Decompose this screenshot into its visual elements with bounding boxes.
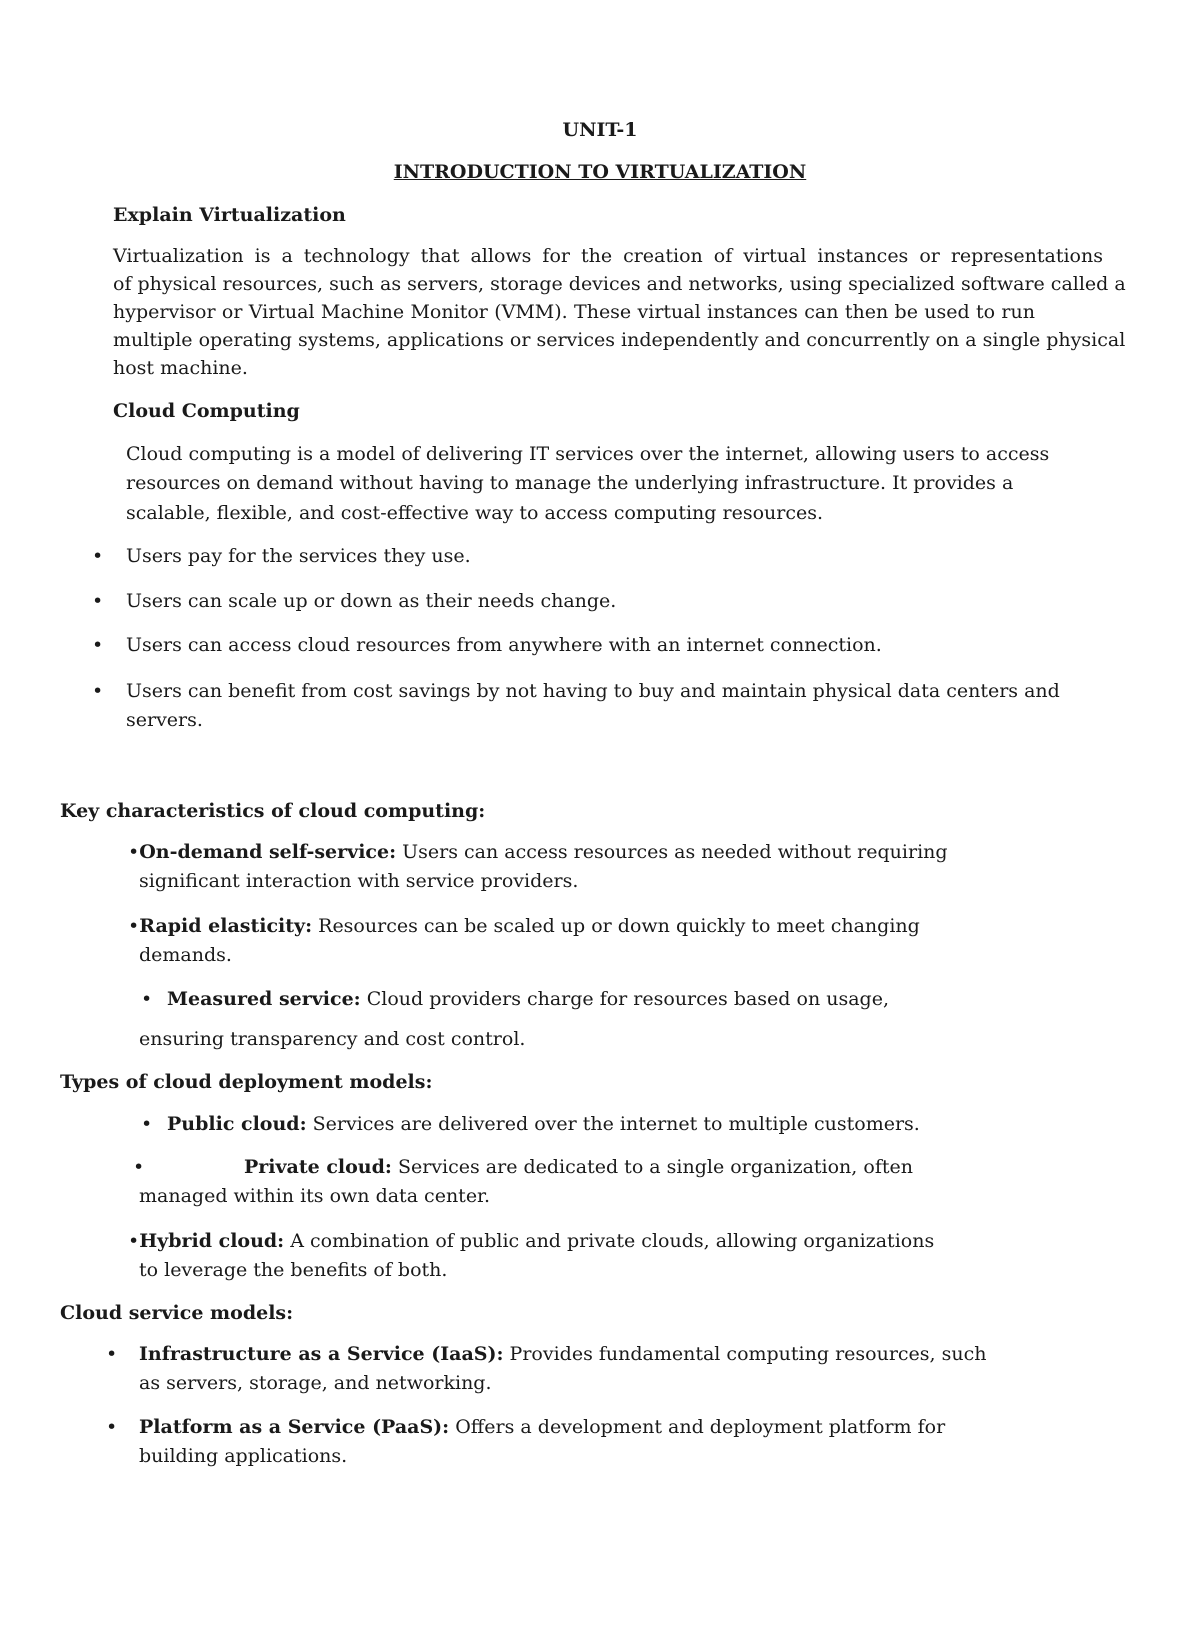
heading-key-characteristics: Key characteristics of cloud computing: bbox=[60, 800, 486, 822]
paragraph-line: Cloud computing is a model of delivering IT services over the internet, allowing users to access bbox=[126, 443, 1050, 465]
description: Provides fundamental computing resources, such bbox=[503, 1343, 987, 1365]
list-item: Users pay for the services they use. bbox=[126, 545, 471, 567]
list-item bbox=[128, 912, 920, 940]
description: A combination of public and private clouds, allowing organizations bbox=[284, 1230, 935, 1252]
list-item bbox=[139, 1340, 987, 1368]
list-item bbox=[128, 1227, 934, 1255]
bullet-icon: • bbox=[92, 634, 104, 656]
description: Users can access resources as needed without requiring bbox=[396, 841, 948, 863]
paragraph-line: host machine. bbox=[113, 357, 248, 379]
paragraph-line: Virtualization is a technology that allows for the creation of virtual instances or representations bbox=[113, 245, 1103, 267]
term: Public cloud: bbox=[167, 1113, 307, 1135]
paragraph-line: resources on demand without having to manage the underlying infrastructure. It provides a bbox=[126, 472, 1014, 494]
bullet-icon: • bbox=[141, 1113, 153, 1135]
list-item: Users can scale up or down as their needs change. bbox=[126, 590, 617, 612]
list-item: Users can benefit from cost savings by not having to buy and maintain physical data centers and bbox=[126, 680, 1060, 702]
description: Resources can be scaled up or down quickly to meet changing bbox=[312, 915, 920, 937]
paragraph-line: scalable, flexible, and cost-effective way to access computing resources. bbox=[126, 502, 823, 524]
heading-cloud-computing: Cloud Computing bbox=[113, 400, 300, 422]
bullet-icon: • bbox=[133, 1156, 145, 1178]
list-item bbox=[167, 1110, 920, 1138]
list-item bbox=[139, 1413, 945, 1441]
bullet-icon: • bbox=[106, 1416, 118, 1438]
list-item bbox=[244, 1153, 913, 1181]
term: On-demand self-service: bbox=[139, 841, 397, 863]
paragraph-line: multiple operating systems, applications or services independently and concurrently on a single physical bbox=[113, 329, 1126, 351]
list-item-continuation: demands. bbox=[139, 944, 232, 966]
description: Services are dedicated to a single organization, often bbox=[391, 1156, 913, 1178]
list-item-continuation: to leverage the benefits of both. bbox=[139, 1259, 448, 1281]
bullet-icon: • bbox=[92, 680, 104, 702]
description: Cloud providers charge for resources based on usage, bbox=[360, 988, 889, 1010]
page-title: INTRODUCTION TO VIRTUALIZATION bbox=[393, 161, 807, 183]
heading-deployment-models: Types of cloud deployment models: bbox=[60, 1071, 433, 1093]
heading-service-models: Cloud service models: bbox=[60, 1302, 294, 1324]
term: Hybrid cloud: bbox=[139, 1230, 285, 1252]
bullet-icon: • bbox=[128, 915, 140, 937]
unit-label: UNIT-1 bbox=[562, 119, 638, 141]
bullet-icon: • bbox=[106, 1343, 118, 1365]
bullet-icon: • bbox=[128, 841, 140, 863]
term: Infrastructure as a Service (IaaS): bbox=[139, 1343, 504, 1365]
description: Offers a development and deployment platform for bbox=[449, 1416, 946, 1438]
description: Services are delivered over the internet to multiple customers. bbox=[306, 1113, 920, 1135]
bullet-icon: • bbox=[128, 1230, 140, 1252]
list-item bbox=[167, 985, 889, 1013]
term: Platform as a Service (PaaS): bbox=[139, 1416, 450, 1438]
bullet-icon: • bbox=[92, 545, 104, 567]
list-item: Users can access cloud resources from anywhere with an internet connection. bbox=[126, 634, 882, 656]
list-item-continuation: significant interaction with service providers. bbox=[139, 870, 579, 892]
term: Private cloud: bbox=[244, 1156, 392, 1178]
list-item-continuation: ensuring transparency and cost control. bbox=[139, 1028, 526, 1050]
list-item-continuation: as servers, storage, and networking. bbox=[139, 1372, 492, 1394]
paragraph-line: of physical resources, such as servers, storage devices and networks, using specialized software called a bbox=[113, 273, 1126, 295]
bullet-icon: • bbox=[92, 590, 104, 612]
bullet-icon: • bbox=[141, 988, 153, 1010]
list-item bbox=[128, 838, 948, 866]
term: Rapid elasticity: bbox=[139, 915, 313, 937]
list-item-continuation: managed within its own data center. bbox=[139, 1185, 491, 1207]
list-item-continuation: building applications. bbox=[139, 1445, 348, 1467]
paragraph-line: hypervisor or Virtual Machine Monitor (VMM). These virtual instances can then be used to run bbox=[113, 301, 1035, 323]
heading-explain-virtualization: Explain Virtualization bbox=[113, 204, 346, 226]
term: Measured service: bbox=[167, 988, 361, 1010]
list-item-continuation: servers. bbox=[126, 709, 203, 731]
